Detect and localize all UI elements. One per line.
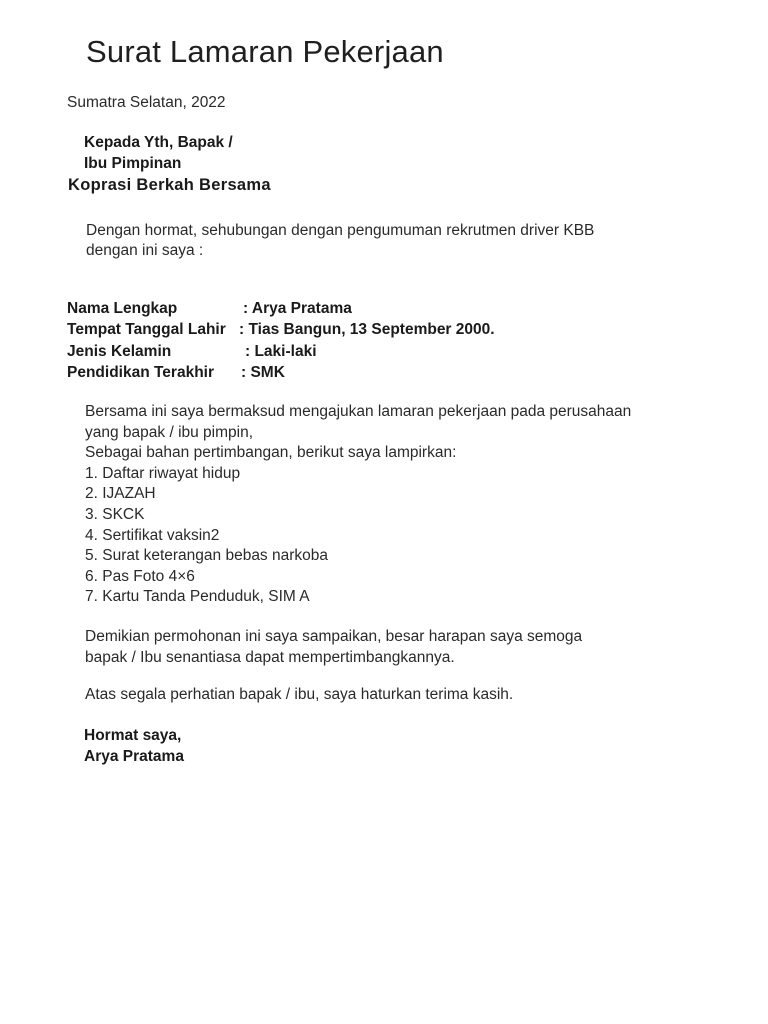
body-line-1: Bersama ini saya bermaksud mengajukan lamaran pekerjaan pada perusahaan bbox=[85, 403, 632, 420]
closing-line-2: bapak / Ibu senantiasa dapat mempertimbangkannya. bbox=[85, 649, 455, 666]
identity-label: Nama Lengkap bbox=[67, 300, 178, 317]
signoff-name: Arya Pratama bbox=[84, 748, 184, 765]
attachment-item: 2. IJAZAH bbox=[85, 485, 156, 503]
opening-line-2: dengan ini saya : bbox=[86, 242, 204, 259]
identity-label: Tempat Tanggal Lahir bbox=[67, 321, 226, 339]
attachment-item: 5. Surat keterangan bebas narkoba bbox=[85, 547, 329, 565]
signoff-block bbox=[84, 725, 184, 767]
closing-line-1: Demikian permohonan ini saya sampaikan, besar harapan saya semoga bbox=[85, 628, 583, 645]
place-date: Sumatra Selatan, 2022 bbox=[67, 94, 226, 111]
identity-value: : SMK bbox=[241, 363, 285, 381]
identity-value: : Laki-laki bbox=[245, 342, 317, 360]
body-paragraph bbox=[85, 402, 631, 608]
addressee-block bbox=[84, 133, 233, 174]
opening-paragraph bbox=[86, 221, 594, 261]
addressee-line-2: Ibu Pimpinan bbox=[84, 154, 182, 172]
identity-label: Jenis Kelamin bbox=[67, 342, 172, 360]
letter-title: Surat Lamaran Pekerjaan bbox=[86, 34, 444, 69]
attachment-item: 3. SKCK bbox=[85, 505, 145, 523]
signoff-greeting: Hormat saya, bbox=[84, 727, 182, 744]
attachment-item: 4. Sertifikat vaksin2 bbox=[85, 526, 220, 544]
identity-value: : Arya Pratama bbox=[243, 300, 352, 317]
attachment-item: 7. Kartu Tanda Penduduk, SIM A bbox=[85, 588, 310, 606]
identity-value: : Tias Bangun, 13 September 2000. bbox=[239, 321, 495, 339]
attachment-item: 6. Pas Foto 4×6 bbox=[85, 567, 195, 585]
identity-label: Pendidikan Terakhir bbox=[67, 363, 215, 381]
company-name: Koprasi Berkah Bersama bbox=[68, 176, 271, 194]
closing-paragraph bbox=[85, 626, 582, 668]
body-line-2: yang bapak / ibu pimpin, bbox=[85, 423, 254, 441]
body-line-3: Sebagai bahan pertimbangan, berikut saya lampirkan: bbox=[85, 444, 457, 462]
thanks-line: Atas segala perhatian bapak / ibu, saya haturkan terima kasih. bbox=[85, 686, 514, 703]
attachment-item: 1. Daftar riwayat hidup bbox=[85, 464, 241, 482]
addressee-line-1: Kepada Yth, Bapak / bbox=[84, 134, 233, 151]
opening-line-1: Dengan hormat, sehubungan dengan pengumuman rekrutmen driver KBB bbox=[86, 222, 595, 239]
